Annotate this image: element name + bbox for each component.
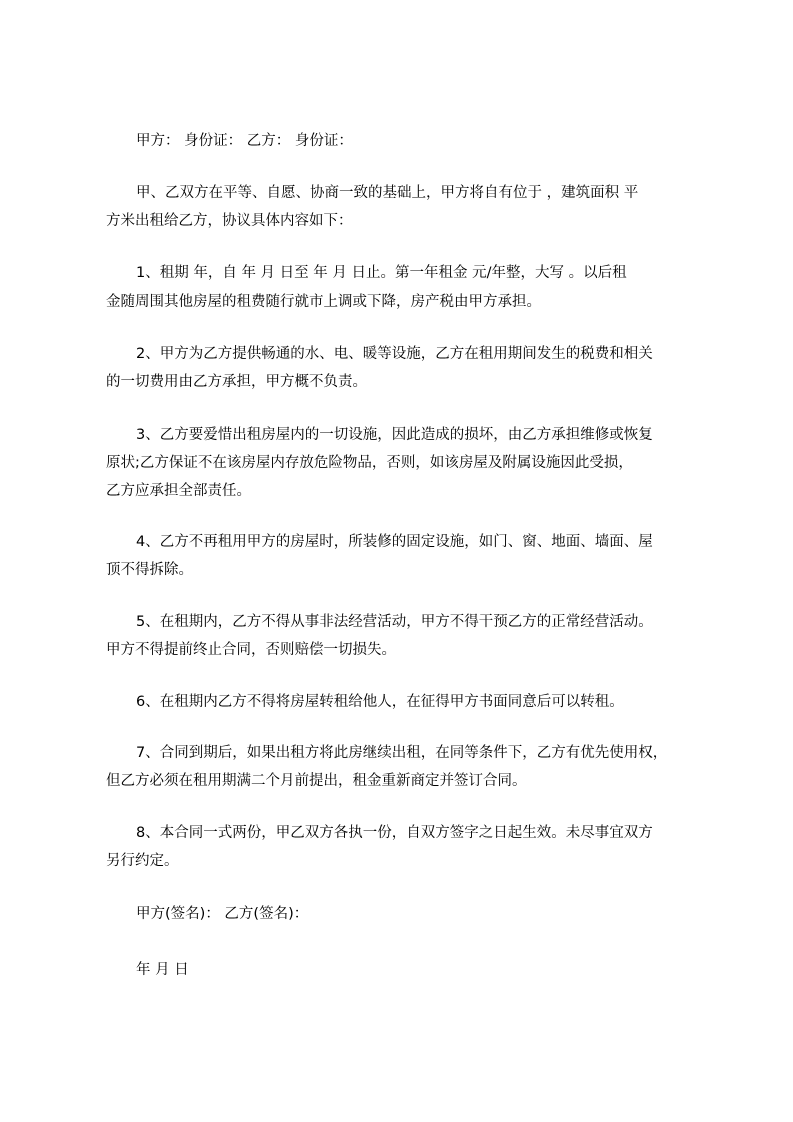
paragraph-line: 2、甲方为乙方提供畅通的水、电、暖等设施，乙方在租用期间发生的税费和相关 [136, 346, 653, 362]
paragraph-line: 顶不得拆除。 [106, 562, 193, 578]
date-line: 年 月 日 [136, 962, 189, 978]
paragraph-line: 7、合同到期后，如果出租方将此房继续出租，在同等条件下，乙方有优先使用权， [136, 745, 668, 761]
paragraph-line: 的一切费用由乙方承担，甲方概不负责。 [106, 374, 367, 390]
paragraph-line: 5、在租期内，乙方不得从事非法经营活动，甲方不得干预乙方的正常经营活动。 [136, 614, 653, 630]
paragraph-line: 甲方不得提前终止合同，否则赔偿一切损失。 [106, 642, 396, 658]
paragraph-line: 但乙方必须在租用期满二个月前提出，租金重新商定并签订合同。 [106, 773, 527, 789]
paragraph-line: 6、在租期内乙方不得将房屋转租给他人，在征得甲方书面同意后可以转租。 [136, 694, 624, 710]
paragraph-line: 1、租期 年，自 年 月 日至 年 月 日止。第一年租金 元/年整，大写 。以后租 [136, 265, 627, 281]
paragraph-line: 方米出租给乙方，协议具体内容如下： [106, 213, 353, 229]
paragraph-line: 3、乙方要爱惜出租房屋内的一切设施，因此造成的损坏，由乙方承担维修或恢复 [136, 427, 653, 443]
paragraph-line: 原状;乙方保证不在该房屋内存放危险物品，否则，如该房屋及附属设施因此受损， [106, 455, 633, 471]
paragraph-line: 金随周围其他房屋的租费随行就市上调或下降，房产税由甲方承担。 [106, 294, 541, 310]
paragraph-line: 另行约定。 [106, 853, 179, 869]
paragraph-line: 4、乙方不再租用甲方的房屋时，所装修的固定设施，如门、窗、地面、墙面、屋 [136, 534, 653, 550]
signature-line: 甲方(签名)： 乙方(签名)： [136, 906, 309, 922]
parties-line: 甲方： 身份证： 乙方： 身份证： [136, 133, 353, 149]
paragraph-line: 乙方应承担全部责任。 [106, 483, 251, 499]
paragraph-line: 8、本合同一式两份，甲乙双方各执一份，自双方签字之日起生效。未尽事宜双方 [136, 825, 653, 841]
paragraph-line: 甲、乙双方在平等、自愿、协商一致的基础上，甲方将自有位于 ，建筑面积 平 [136, 185, 639, 201]
